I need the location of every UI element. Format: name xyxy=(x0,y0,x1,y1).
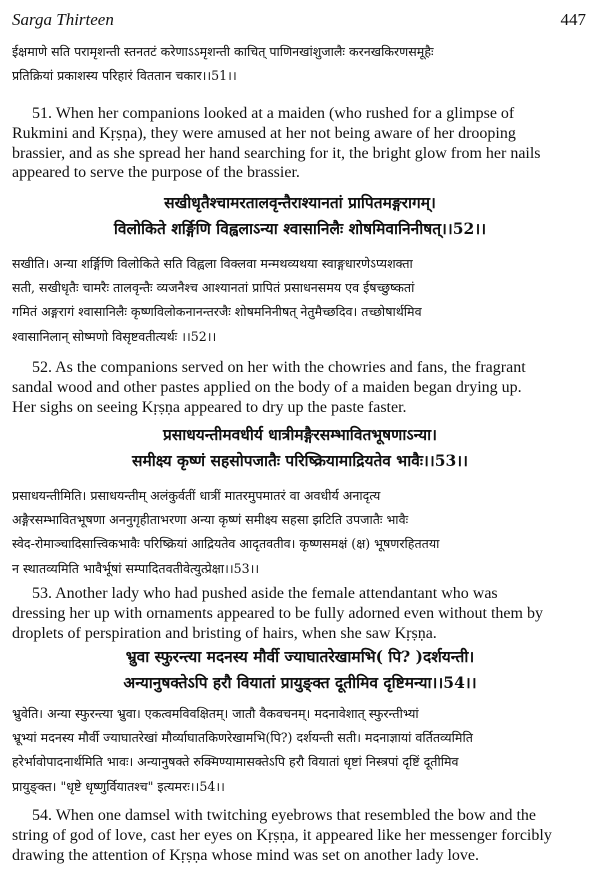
commentary-54 xyxy=(12,702,588,799)
text-line: भ्रूभ्यां मदनस्य मौर्वी ज्याघातरेखां मौर्व्याघातकिणरेखामभि(पि?) दर्शयन्ती सती। मदनाज्ञायां वर्तितव्यमिति xyxy=(12,730,473,746)
translation-53 xyxy=(12,584,588,643)
text-line: sandal wood and other pastes applied on the body of a maiden began drying up. xyxy=(12,378,522,396)
text-line: 52. As the companions served on her with the chowries and fans, the fragrant xyxy=(32,359,526,376)
translation-51 xyxy=(12,104,588,183)
text-line: ईक्षमाणे सति परामृशन्ती स्तनतटं करेणाऽऽमृशन्ती काचित् पाणिनखांशुजालैः करनखकिरणसमूहैः xyxy=(12,44,434,59)
verse-53 xyxy=(0,422,600,474)
verse-52 xyxy=(0,190,600,242)
text-line: Rukmini and Kṛṣṇa), they were amused at her not being aware of her drooping xyxy=(12,124,516,142)
text-line: appeared to serve the purpose of the brassier. xyxy=(12,164,300,182)
text-line: Her sighs on seeing Kṛṣṇa appeared to dry up the paste faster. xyxy=(12,398,407,416)
verse-line: समीक्ष्य कृष्णं सहसोपजातैः परिष्क्रियामाद्रियतेव भावैः।।53।। xyxy=(131,451,469,470)
text-line: अङ्गैरसम्भावितभूषणा अननुगृहीताभरणा अन्या कृष्णं समीक्ष्य सहसा झटिति उपजातैः भावैः xyxy=(12,512,409,528)
commentary-53 xyxy=(12,484,588,581)
text-line: 51. When her companions looked at a maiden (who rushed for a glimpse of xyxy=(32,105,515,122)
text-line: dressing her up with ornaments appeared to be fully adorned even without them by xyxy=(12,604,543,622)
verse-line: अन्यानुषक्तेऽपि हरौ वियातां प्रायुङ्क्त दूतीमिव दृष्टिमन्या।।54।। xyxy=(123,673,477,692)
text-line: गमितं अङ्गरागं श्वासानिलैः कृष्णविलोकनानन्तरजैः शोषमनिनीषत् नेतुमैच्छदिव। तच्छोषार्थमिव xyxy=(12,304,422,320)
translation-52 xyxy=(12,358,588,417)
text-line: प्रायुङ्क्त। "धृष्टे धृष्णुर्वियातश्च" इत्यमरः।।54।। xyxy=(12,778,225,794)
text-line: प्रसाधयन्तीमिति। प्रसाधयन्तीम् अलंकुर्वतीं धात्रीं मातरमुपमातरं वा अवधीर्य अनादृत्य xyxy=(12,488,381,503)
text-line: न स्थातव्यमिति भावैर्भूषां सम्पादितवतीवेत्युत्प्रेक्षा।।53।। xyxy=(12,560,260,576)
text-line: 53. Another lady who had pushed aside the female attendantant who was xyxy=(32,585,498,602)
chapter-title: Sarga Thirteen xyxy=(12,10,114,29)
text-line: drawing the attention of Kṛṣṇa whose mind was set on another lady love. xyxy=(12,846,479,864)
text-line: हरेर्भावोपादनार्थमिति भावः। अन्यानुषक्ते रुक्मिण्यामासक्तेऽपि हरौ वियातां धृष्टां निस्त्रपां दृष्टिं दूतीमिव xyxy=(12,754,459,770)
verse-line: प्रसाधयन्तीमवधीर्य धात्रीमङ्गैरसम्भावितभूषणाऽन्या। xyxy=(162,425,438,444)
text-line: string of god of love, cast her eyes on Kṛṣṇa, it appeared like her messenger forcibly xyxy=(12,826,552,844)
text-line: 54. When one damsel with twitching eyebrows that resembled the bow and the xyxy=(32,807,537,824)
page-number: 447 xyxy=(560,10,586,29)
translation-54 xyxy=(12,806,588,865)
commentary-52 xyxy=(12,252,588,349)
text-line: स्वेद-रोमाञ्चादिसात्त्विकभावैः परिष्क्रियां आद्रियतेव आदृतवतीव। कृष्णसमक्षं (क्ष) भूषणरहिततया xyxy=(12,536,440,552)
text-line: droplets of perspiration and bristing of hairs, when she saw Kṛṣṇa. xyxy=(12,624,437,642)
text-line: श्वासानिलान् सोष्मणो विसृष्टवतीत्यर्थः ।।52।। xyxy=(12,328,217,344)
verse-line: विलोकिते शर्ङ्गिणि विह्वलाऽन्या श्वासानिलैः शोषमिवानिनीषत्।।52।। xyxy=(113,219,487,238)
text-line: भ्रुवेति। अन्या स्फुरन्त्या भ्रुवा। एकत्वमविवक्षितम्। जातौ वैकवचनम्। मदनावेशात् स्फुरन्तीभ्यां xyxy=(12,706,419,721)
verse-line: सखीधृतैश्चामरतालवृन्तैराश्यानतां प्रापितमङ्गरागम्। xyxy=(164,193,436,212)
text-line: brassier, and as she spread her hand searching for it, the bright glow from her nails xyxy=(12,144,541,162)
text-line: सखीति। अन्या शर्ङ्गिणि विलोकिते सति विह्वला विक्लवा मन्मथव्यथया स्वाङ्गधारणेऽप्यशक्ता xyxy=(12,256,413,271)
verse-54 xyxy=(0,644,600,696)
commentary-51 xyxy=(12,40,588,88)
verse-line: भ्रुवा स्फुरन्त्या मदनस्य मौर्वी ज्याघातरेखामभि( पि? )दर्शयन्ती। xyxy=(125,647,475,666)
text-line: सती, सखीधृतैः चामरैः तालवृन्तैः व्यजनैश्च आश्यानतां प्रापितं प्रसाधनसमय एव ईषच्छुष्कतां xyxy=(12,280,415,296)
text-line: प्रतिक्रियां प्रकाशस्य परिहारं विततान चकार।।51।। xyxy=(12,68,237,84)
running-header xyxy=(12,10,586,34)
